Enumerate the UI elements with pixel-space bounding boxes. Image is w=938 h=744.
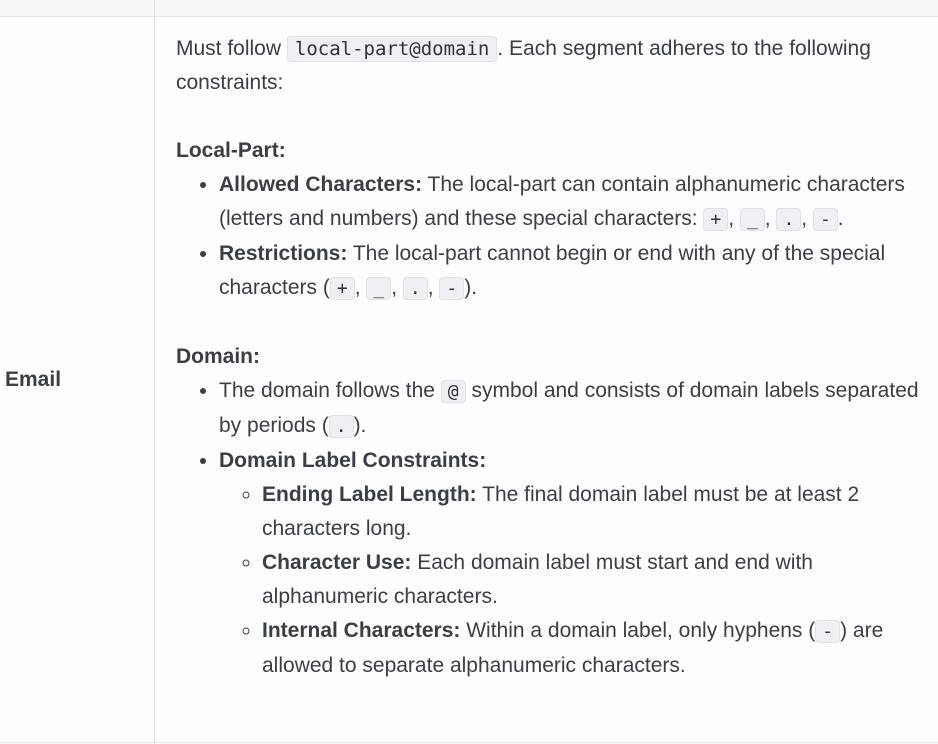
- list-item-domain-label-constraints: • Domain Label Constraints: ◦ Ending Label Length: The final domain label must be at least 2 characters long. ◦ Character Use: Each domain label must start and end with alphanumeric characters. ◦ Internal Characters: Within a domain label, only hyphens ( - ) are allowed to separate alphanumeric characters.: [219, 444, 926, 683]
- list-item-restrictions: • Restrictions: The local-part cannot begin or end with any of the special characters ( + , _ , . , - ).: [219, 237, 926, 306]
- char-code: -: [813, 208, 838, 231]
- list-item-domain-follows: • The domain follows the @ symbol and consists of domain labels separated by periods ( . ).: [219, 374, 926, 444]
- intro-paragraph: Must follow local-part@domain . Each segment adheres to the following constraints:: [176, 37, 871, 94]
- field-name-cell: Email: [5, 368, 62, 391]
- local-part-heading: Local-Part:: [176, 139, 286, 162]
- row-bottom-border: [0, 742, 938, 743]
- char-code: -: [439, 277, 464, 300]
- list-item-ending-label-length: ◦ Ending Label Length: The final domain label must be at least 2 characters long.: [262, 478, 926, 546]
- field-description-cell: [176, 32, 926, 683]
- domain-constraints-list: [219, 478, 926, 683]
- char-code: _: [740, 208, 765, 231]
- table-header-row: [0, 0, 938, 17]
- period-code: .: [329, 415, 354, 438]
- local-part-list: [176, 168, 926, 306]
- char-code: +: [330, 277, 355, 300]
- char-code: +: [703, 208, 728, 231]
- format-code: local-part@domain: [287, 36, 497, 62]
- char-code: .: [403, 277, 428, 300]
- char-code: _: [366, 277, 391, 300]
- domain-heading: Domain:: [176, 345, 260, 368]
- at-symbol-code: @: [441, 380, 466, 403]
- list-item-character-use: ◦ Character Use: Each domain label must start and end with alphanumeric characters.: [262, 546, 926, 614]
- hyphen-code: -: [815, 620, 840, 643]
- list-item-internal-characters: ◦ Internal Characters: Within a domain label, only hyphens ( - ) are allowed to separate alphanumeric characters.: [262, 614, 926, 683]
- column-divider: [154, 0, 155, 744]
- list-item-allowed-characters: • Allowed Characters: The local-part can contain alphanumeric characters (letters and numbers) and these special characters: + , _ , . , - .: [219, 168, 926, 237]
- domain-list: [176, 374, 926, 683]
- char-code: .: [776, 208, 801, 231]
